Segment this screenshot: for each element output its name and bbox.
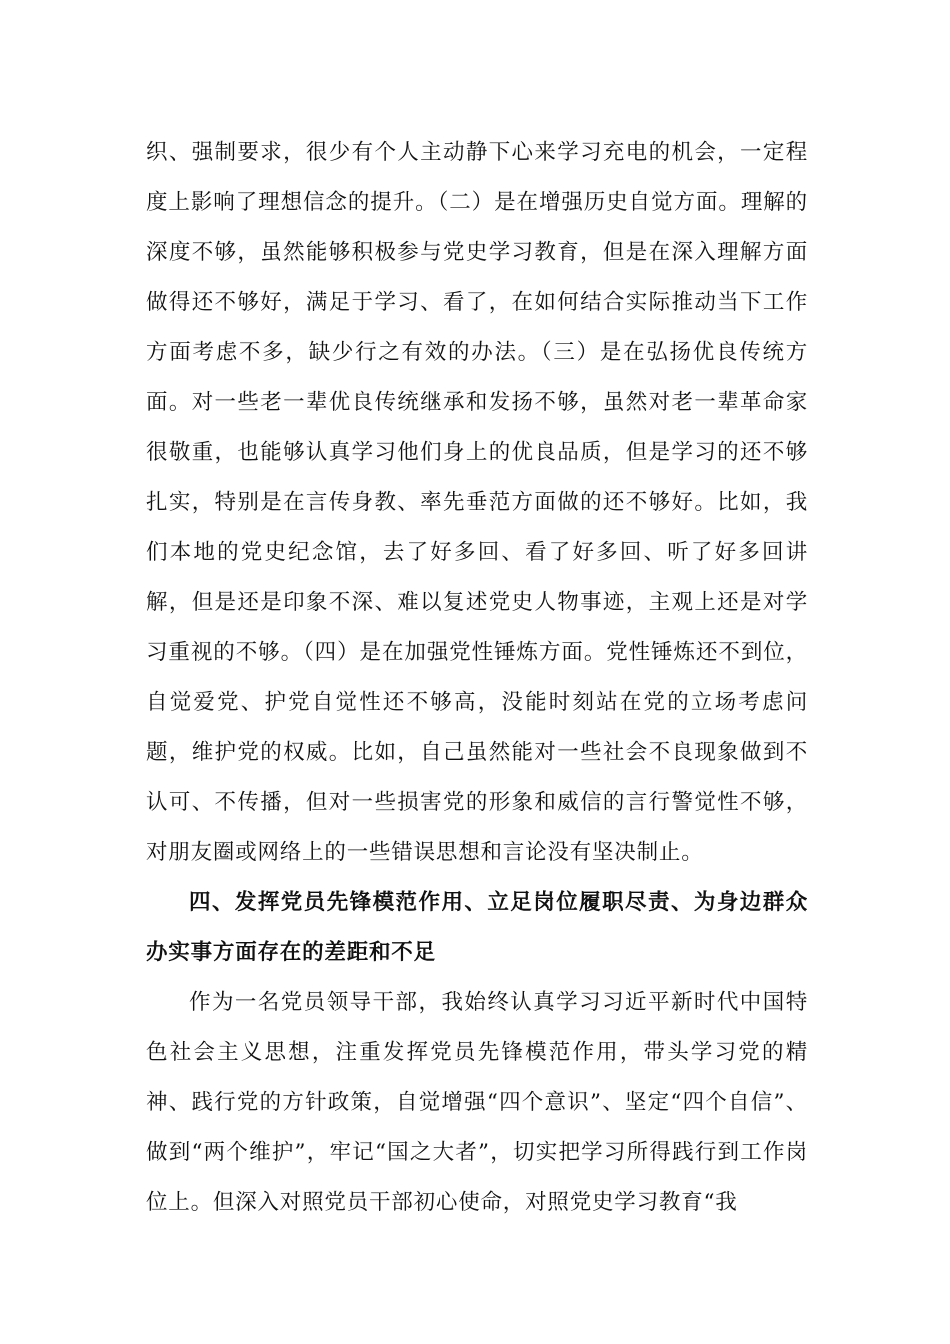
document-body — [146, 128, 808, 1228]
body-paragraph-continued: 织、强制要求，很少有个人主动静下心来学习充电的机会，一定程度上影响了理想信念的提升。（二）是在增强历史自觉方面。理解的深度不够，虽然能够积极参与党史学习教育，但是在深入理解方面做得还不够好，满足于学习、看了，在如何结合实际推动当下工作方面考虑不多，缺少行之有效的办法。（三）是在弘扬优良传统方面。对一些老一辈优良传统继承和发扬不够，虽然对老一辈革命家很敬重，也能够认真学习他们身上的优良品质，但是学习的还不够扎实，特别是在言传身教、率先垂范方面做的还不够好。比如，我们本地的党史纪念馆，去了好多回、看了好多回、听了好多回讲解，但是还是印象不深、难以复述党史人物事迹，主观上还是对学习重视的不够。（四）是在加强党性锤炼方面。党性锤炼还不到位，自觉爱党、护党自觉性还不够高，没能时刻站在党的立场考虑问题，维护党的权威。比如，自己虽然能对一些社会不良现象做到不认可、不传播，但对一些损害党的形象和威信的言行警觉性不够，对朋友圈或网络上的一些错误思想和言论没有坚决制止。 — [146, 140, 808, 865]
section-heading-four: 四、发挥党员先锋模范作用、立足岗位履职尽责、为身边群众办实事方面存在的差距和不足 — [146, 890, 808, 965]
body-paragraph: 作为一名党员领导干部，我始终认真学习习近平新时代中国特色社会主义思想，注重发挥党员先锋模范作用，带头学习党的精神、践行党的方针政策，自觉增强“四个意识”、坚定“四个自信”、做到“两个维护”，牢记“国之大者”，切实把学习所得践行到工作岗位上。但深入对照党员干部初心使命，对照党史学习教育“我 — [146, 990, 808, 1215]
